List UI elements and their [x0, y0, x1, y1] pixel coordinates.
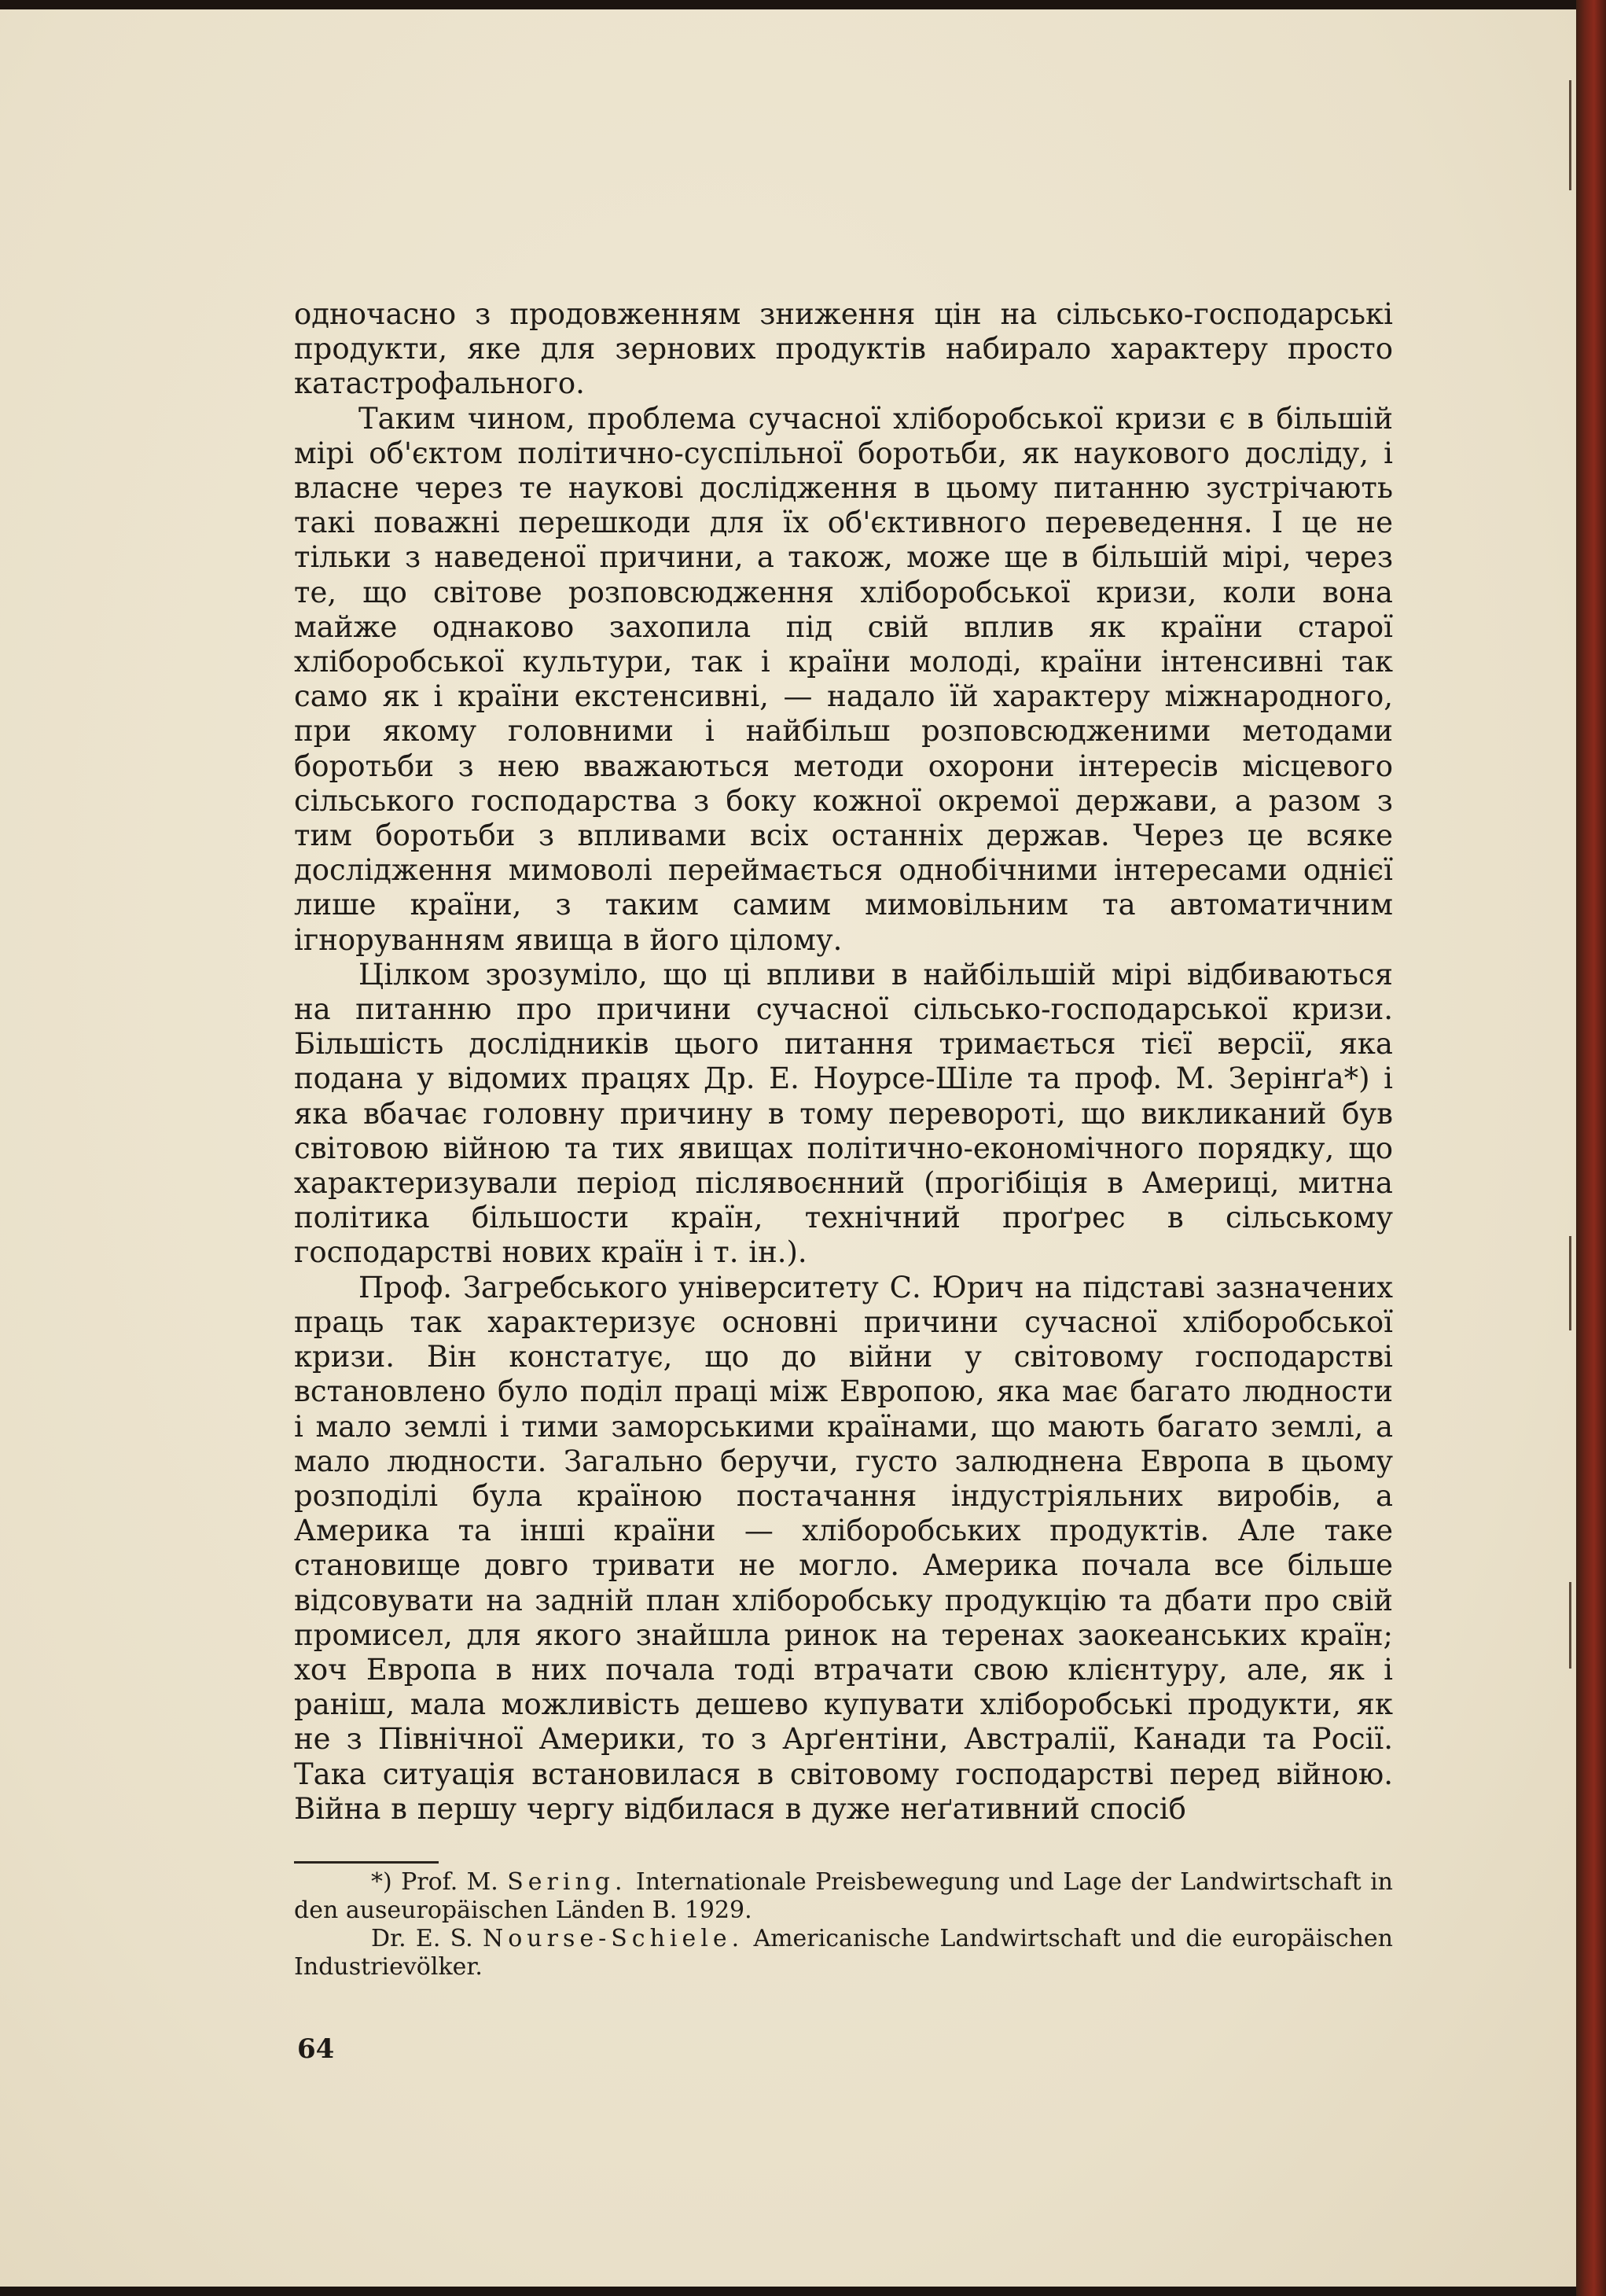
- paragraph-2: Таким чином, проблема сучасної хліборобської кризи є в більшій мірі об'єктом політично-суспільної боротьби, як наукового досліду, і власне через те наукові дослідження в цьому питанню зустрічають такі поважні перешкоди для їх об'єктивного переведення. І це не тільки з наведеної причини, а також, може ще в більшій мірі, через те, що світове розповсюдження хліборобської кризи, коли вона майже однаково захопила під свій вплив як країни старої хліборобської культури, так і країни молоді, країни інтенсивні так само як і країни екстенсивні, — надало їй характеру міжнародного, при якому головними і найбільш розповсюдженими методами боротьби з нею вважаються методи охорони інтересів місцевого сільського господарства з боку кожної окремої держави, а разом з тим боротьби з впливами всіх останніх держав. Через це всяке дослідження мимоволі переймається однобічними інтересами однієї лише країни, з таким самим мимовільним та автоматичним ігноруванням явища в його цілому.: [294, 401, 1393, 957]
- footnote-divider: [294, 1861, 439, 1864]
- footnote-2: [294, 1925, 1393, 1981]
- edge-mark: [1569, 1582, 1571, 1669]
- footnote-1-prefix: *) Prof. M.: [371, 1868, 498, 1896]
- scanned-page: [0, 9, 1576, 2287]
- footnote-2-author: Nourse-Schiele.: [482, 1925, 744, 1952]
- body-text: [294, 297, 1393, 1827]
- footnote-1: [294, 1868, 1393, 1925]
- book-edge: [1576, 0, 1606, 2296]
- footnote-2-text: Americanische Landwirtschaft und die europäischen Industrievölker.: [294, 1925, 1393, 1981]
- edge-mark: [1569, 80, 1571, 190]
- paragraph-4: Проф. Загребського університету С. Юрич на підставі зазначених праць так характеризує основні причини сучасної хліборобської кризи. Він констатує, що до війни у світовому господарстві встановлено було поділ праці між Европою, яка має багато людности і мало землі і тими заморськими країнами, що мають багато землі, а мало людности. Загально беручи, густо залюднена Европа в цьому розподілі була країною постачання індустріяльних виробів, а Америка та інші країни — хліборобських продуктів. Але таке становище довго тривати не могло. Америка почала все більше відсовувати на задній план хліборобську продукцію та дбати про свій промисел, для якого знайшла ринок на теренах заокеанських країн; хоч Европа в них почала тоді втрачати свою клієнтуру, але, як і раніш, мала можливість дешево купувати хліборобські продукти, як не з Північної Америки, то з Арґентіни, Австралії, Канади та Росії. Така ситуація встановилася в світовому господарстві перед війною. Війна в першу чергу відбилася в дуже неґативний спосіб: [294, 1270, 1393, 1826]
- footnote-2-prefix: Dr. E. S.: [371, 1925, 473, 1952]
- footnotes: [294, 1868, 1393, 1981]
- footnote-1-author: Sering.: [507, 1868, 627, 1896]
- paragraph-1: одночасно з продовженням зниження цін на сільсько-господарські продукти, яке для зернових продуктів набирало характеру просто катастрофального.: [294, 297, 1393, 401]
- paragraph-3: Цілком зрозуміло, що ці впливи в найбільшій мірі відбиваються на питанню про причини сучасної сільсько-господарської кризи. Більшість дослідників цього питання тримається тієї версії, яка подана у відомих працях Др. Е. Ноурсе-Шіле та проф. М. Зерінґа*) і яка вбачає головну причину в тому перевороті, що викликаний був світовою війною та тих явищах політично-економічного порядку, що характеризували період післявоєнний (прогібіція в Америці, митна політика більшости країн, технічний проґрес в сільському господарстві нових країн і т. ін.).: [294, 957, 1393, 1270]
- edge-mark: [1569, 1236, 1571, 1330]
- page-number: 64: [297, 2033, 335, 2065]
- footnote-1-text: Internationale Preisbewegung und Lage der Landwirtschaft in den auseuropäischen Länden B. 1929.: [294, 1868, 1393, 1924]
